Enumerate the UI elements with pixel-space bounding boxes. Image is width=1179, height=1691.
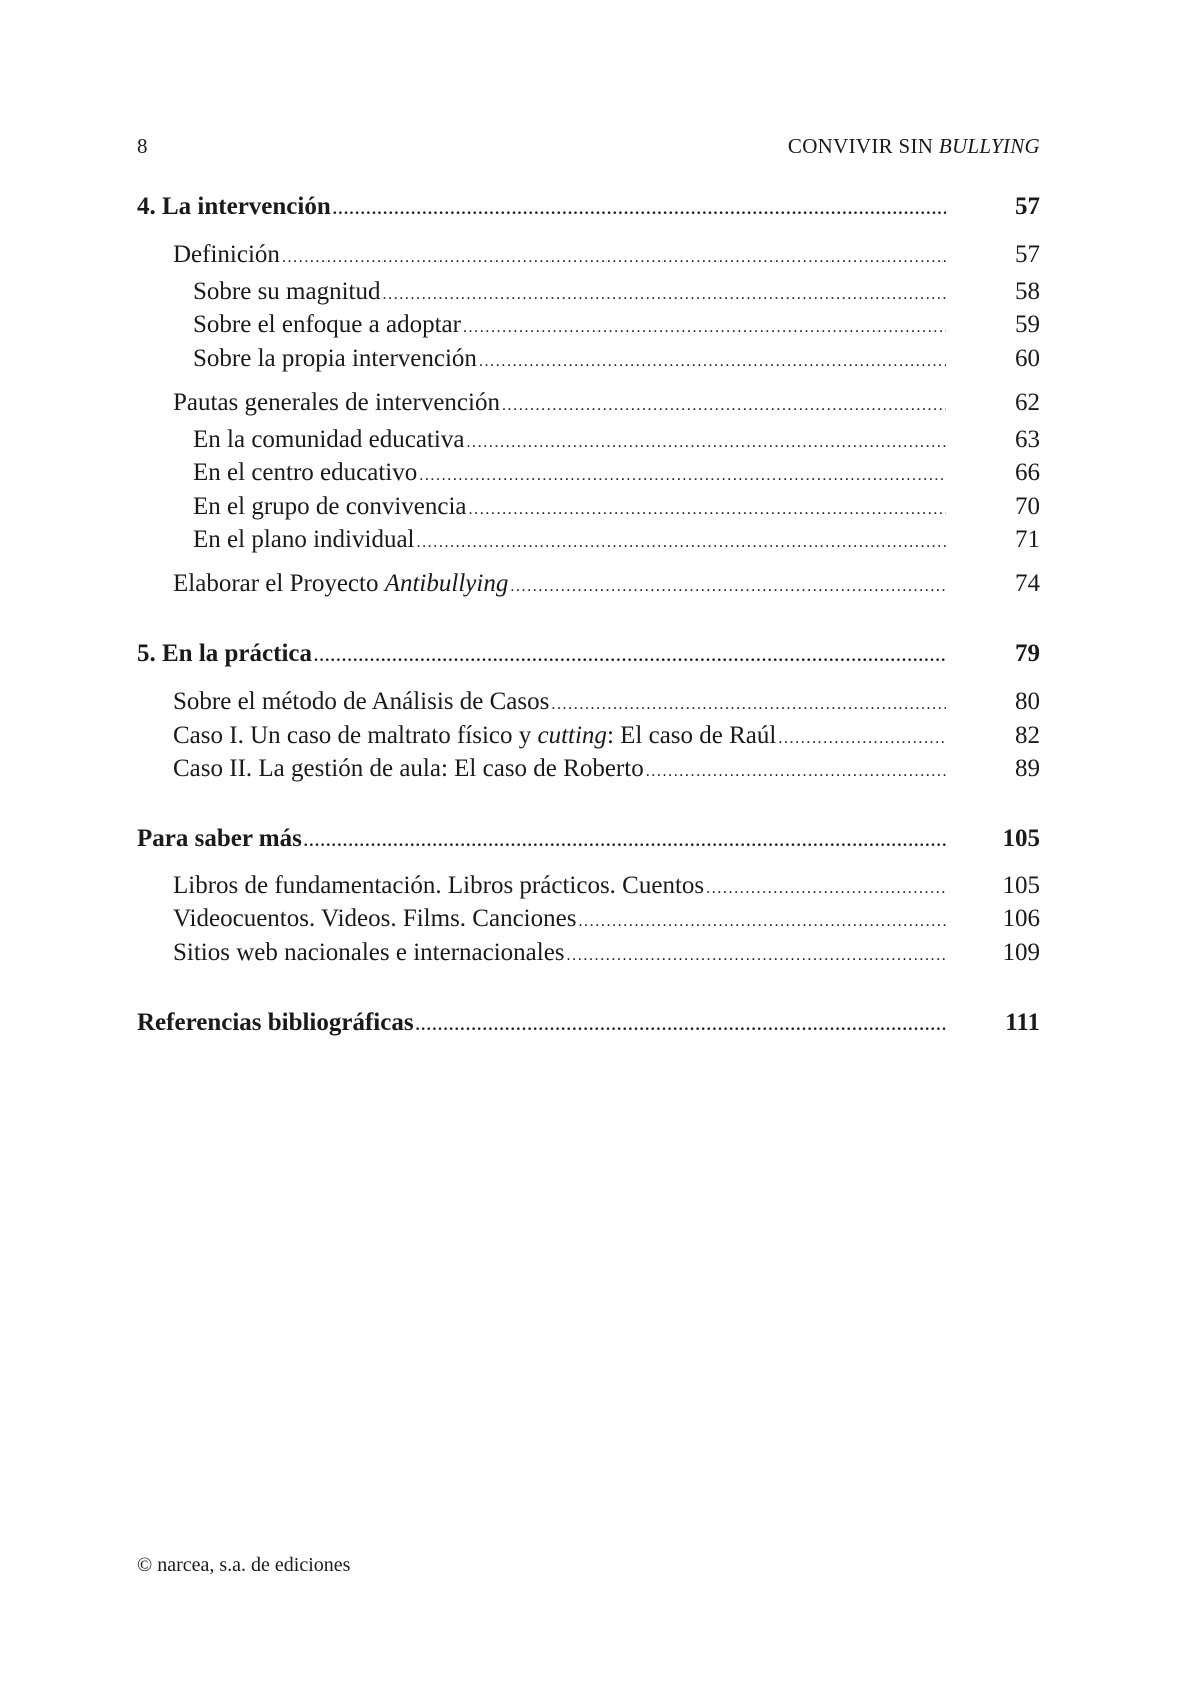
toc-entry-title: En el grupo de convivencia bbox=[193, 493, 467, 520]
toc-entry-videocuentos bbox=[137, 905, 1040, 937]
leader-dots bbox=[383, 286, 947, 304]
toc-entry-proyecto bbox=[137, 570, 1040, 602]
toc-entry-title-text: Caso I. Un caso de maltrato físico y bbox=[173, 722, 538, 749]
leader-dots bbox=[416, 534, 946, 552]
toc-entry-page: 71 bbox=[1015, 526, 1040, 553]
toc-entry-title bbox=[173, 722, 778, 750]
toc-entry-page: 74 bbox=[1015, 570, 1040, 597]
toc-entry-page: 60 bbox=[1015, 345, 1040, 372]
toc-entry-page: 59 bbox=[1015, 311, 1040, 338]
leader-dots bbox=[551, 696, 946, 714]
toc-entry-page: 109 bbox=[1002, 939, 1040, 966]
toc-entry-page: 57 bbox=[1015, 193, 1040, 220]
toc-entry-plano-individual bbox=[137, 526, 1040, 558]
toc-entry-title: En el centro educativo bbox=[193, 459, 418, 486]
toc-entry-page: 62 bbox=[1015, 389, 1040, 416]
toc-entry-title: 4. La intervención bbox=[137, 193, 331, 220]
toc-entry-chapter-4 bbox=[137, 193, 1040, 225]
toc-entry-caso-2 bbox=[137, 755, 1040, 787]
leader-dots bbox=[333, 201, 946, 219]
toc-entry-title: Definición bbox=[173, 241, 280, 268]
toc-entry-page: 79 bbox=[1015, 640, 1040, 667]
toc-entry-title: En el plano individual bbox=[193, 526, 415, 553]
leader-dots bbox=[706, 880, 946, 898]
toc-entry-page: 57 bbox=[1015, 241, 1040, 268]
toc-entry-page: 105 bbox=[1002, 872, 1040, 899]
toc-entry-chapter-5 bbox=[137, 640, 1040, 672]
toc-entry-title: Referencias bibliográficas bbox=[137, 1009, 414, 1036]
toc-entry-page: 63 bbox=[1015, 426, 1040, 453]
toc-entry-title: Sobre el método de Análisis de Casos bbox=[173, 688, 550, 715]
leader-dots bbox=[646, 763, 946, 781]
leader-dots bbox=[419, 467, 946, 485]
leader-dots bbox=[314, 648, 946, 666]
leader-dots bbox=[416, 1017, 946, 1035]
leader-dots bbox=[463, 319, 946, 337]
leader-dots bbox=[567, 947, 946, 965]
toc-entry-title: Para saber más bbox=[137, 825, 302, 852]
toc-entry-enfoque bbox=[137, 311, 1040, 343]
toc-entry-propia-intervencion bbox=[137, 345, 1040, 377]
toc-entry-libros bbox=[137, 872, 1040, 904]
toc-entry-page: 58 bbox=[1015, 278, 1040, 305]
leader-dots bbox=[778, 730, 946, 748]
toc-entry-page: 66 bbox=[1015, 459, 1040, 486]
toc-entry-sitios-web bbox=[137, 939, 1040, 971]
toc-entry-page: 111 bbox=[1005, 1009, 1040, 1036]
running-head-italic: BULLYING bbox=[938, 134, 1040, 158]
leader-dots bbox=[466, 434, 946, 452]
toc-entry-title-suffix: : El caso de Raúl bbox=[606, 722, 777, 749]
toc-entry-caso-1 bbox=[137, 722, 1040, 754]
toc-entry-title: 5. En la práctica bbox=[137, 640, 312, 667]
toc-entry-page: 82 bbox=[1015, 722, 1040, 749]
toc-entry-referencias bbox=[137, 1009, 1040, 1041]
toc-entry-centro bbox=[137, 459, 1040, 491]
copyright-footer: © narcea, s.a. de ediciones bbox=[137, 1554, 351, 1576]
toc-entry-title: Libros de fundamentación. Libros prácticos. Cuentos bbox=[173, 872, 705, 899]
toc-entry-title: Videocuentos. Videos. Films. Canciones bbox=[173, 905, 577, 932]
toc-entry-title: En la comunidad educativa bbox=[193, 426, 465, 453]
toc-entry-pautas bbox=[137, 389, 1040, 421]
page-number: 8 bbox=[137, 134, 148, 158]
leader-dots bbox=[282, 249, 946, 267]
toc-entry-definicion bbox=[137, 241, 1040, 273]
toc-entry-page: 105 bbox=[1002, 825, 1040, 852]
toc-entry-page: 106 bbox=[1002, 905, 1040, 932]
toc-entry-title: Sitios web nacionales e internacionales bbox=[173, 939, 565, 966]
toc-entry-grupo bbox=[137, 493, 1040, 525]
leader-dots bbox=[479, 353, 946, 371]
toc-entry-title bbox=[173, 570, 510, 598]
toc-entry-magnitud bbox=[137, 278, 1040, 310]
toc-entry-para-saber-mas bbox=[137, 825, 1040, 857]
leader-dots bbox=[510, 578, 946, 596]
toc-entry-title-italic: Antibullying bbox=[384, 570, 509, 597]
leader-dots bbox=[502, 397, 946, 415]
toc-entry-title: Caso II. La gestión de aula: El caso de Roberto bbox=[173, 755, 644, 782]
leader-dots bbox=[469, 501, 946, 519]
toc-entry-metodo bbox=[137, 688, 1040, 720]
toc-entry-title: Pautas generales de intervención bbox=[173, 389, 500, 416]
toc-entry-title-italic: cutting bbox=[537, 722, 607, 749]
toc-entry-comunidad bbox=[137, 426, 1040, 458]
toc-entry-page: 70 bbox=[1015, 493, 1040, 520]
running-head bbox=[788, 134, 1040, 159]
toc-entry-page: 80 bbox=[1015, 688, 1040, 715]
toc-entry-title-text: Elaborar el Proyecto bbox=[173, 570, 385, 597]
toc-entry-title: Sobre su magnitud bbox=[193, 278, 381, 305]
running-head-text: CONVIVIR SIN bbox=[787, 134, 939, 158]
leader-dots bbox=[304, 833, 946, 851]
toc-entry-title: Sobre el enfoque a adoptar bbox=[193, 311, 461, 338]
toc-entry-page: 89 bbox=[1015, 755, 1040, 782]
toc-entry-title: Sobre la propia intervención bbox=[193, 345, 477, 372]
leader-dots bbox=[578, 913, 946, 931]
